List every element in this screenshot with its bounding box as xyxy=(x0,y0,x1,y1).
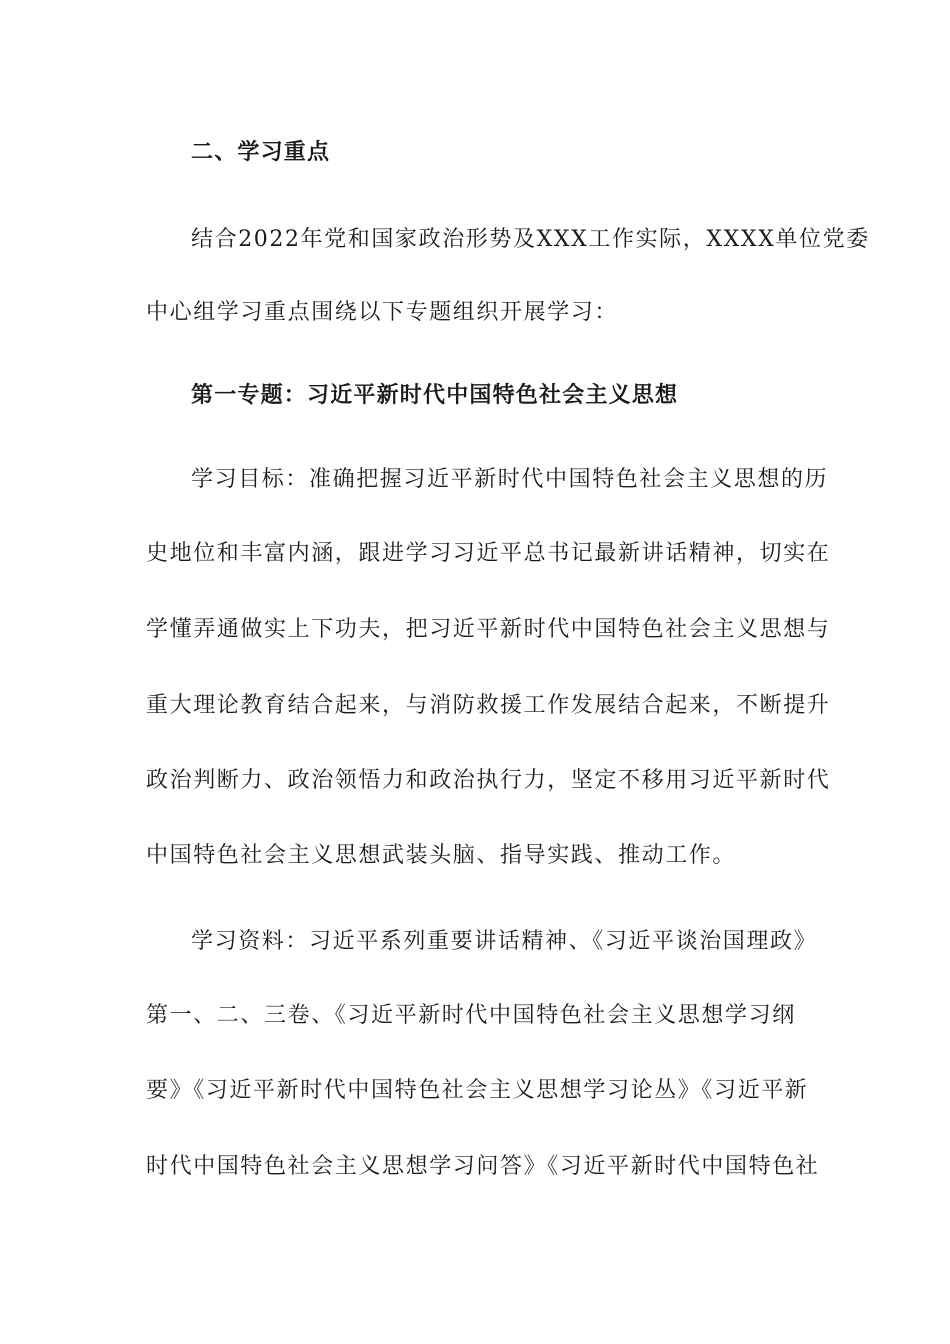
goal-line-4: 重大理论教育结合起来，与消防救援工作发展结合起来，不断提升 xyxy=(146,693,831,718)
material-line-4: 时代中国特色社会主义思想学习问答》《习近平新时代中国特色社 xyxy=(146,1154,820,1179)
intro-line-2: 中心组学习重点围绕以下专题组织开展学习： xyxy=(146,300,619,325)
goal-line-1: 学习目标：准确把握习近平新时代中国特色社会主义思想的历 xyxy=(191,467,829,492)
goal-line-3: 学懂弄通做实上下功夫，把习近平新时代中国特色社会主义思想与 xyxy=(146,617,831,642)
material-line-1: 学习资料：习近平系列重要讲话精神、《习近平谈治国理政》 xyxy=(191,929,818,954)
goal-line-5: 政治判断力、政治领悟力和政治执行力，坚定不移用习近平新时代 xyxy=(146,768,831,793)
topic-heading: 第一专题：习近平新时代中国特色社会主义思想 xyxy=(191,383,679,408)
material-line-3: 要》《习近平新时代中国特色社会主义思想学习论丛》《习近平新 xyxy=(146,1078,809,1103)
goal-line-2: 史地位和丰富内涵，跟进学习习近平总书记最新讲话精神，切实在 xyxy=(146,541,831,566)
section-heading: 二、学习重点 xyxy=(191,140,331,165)
intro-line-1: 结合2022年党和国家政治形势及XXX工作实际，XXXX单位党委 xyxy=(191,227,870,252)
goal-line-6: 中国特色社会主义思想武装头脑、指导实践、推动工作。 xyxy=(146,843,737,868)
material-line-2: 第一、二、三卷、《习近平新时代中国特色社会主义思想学习纲 xyxy=(146,1003,796,1028)
